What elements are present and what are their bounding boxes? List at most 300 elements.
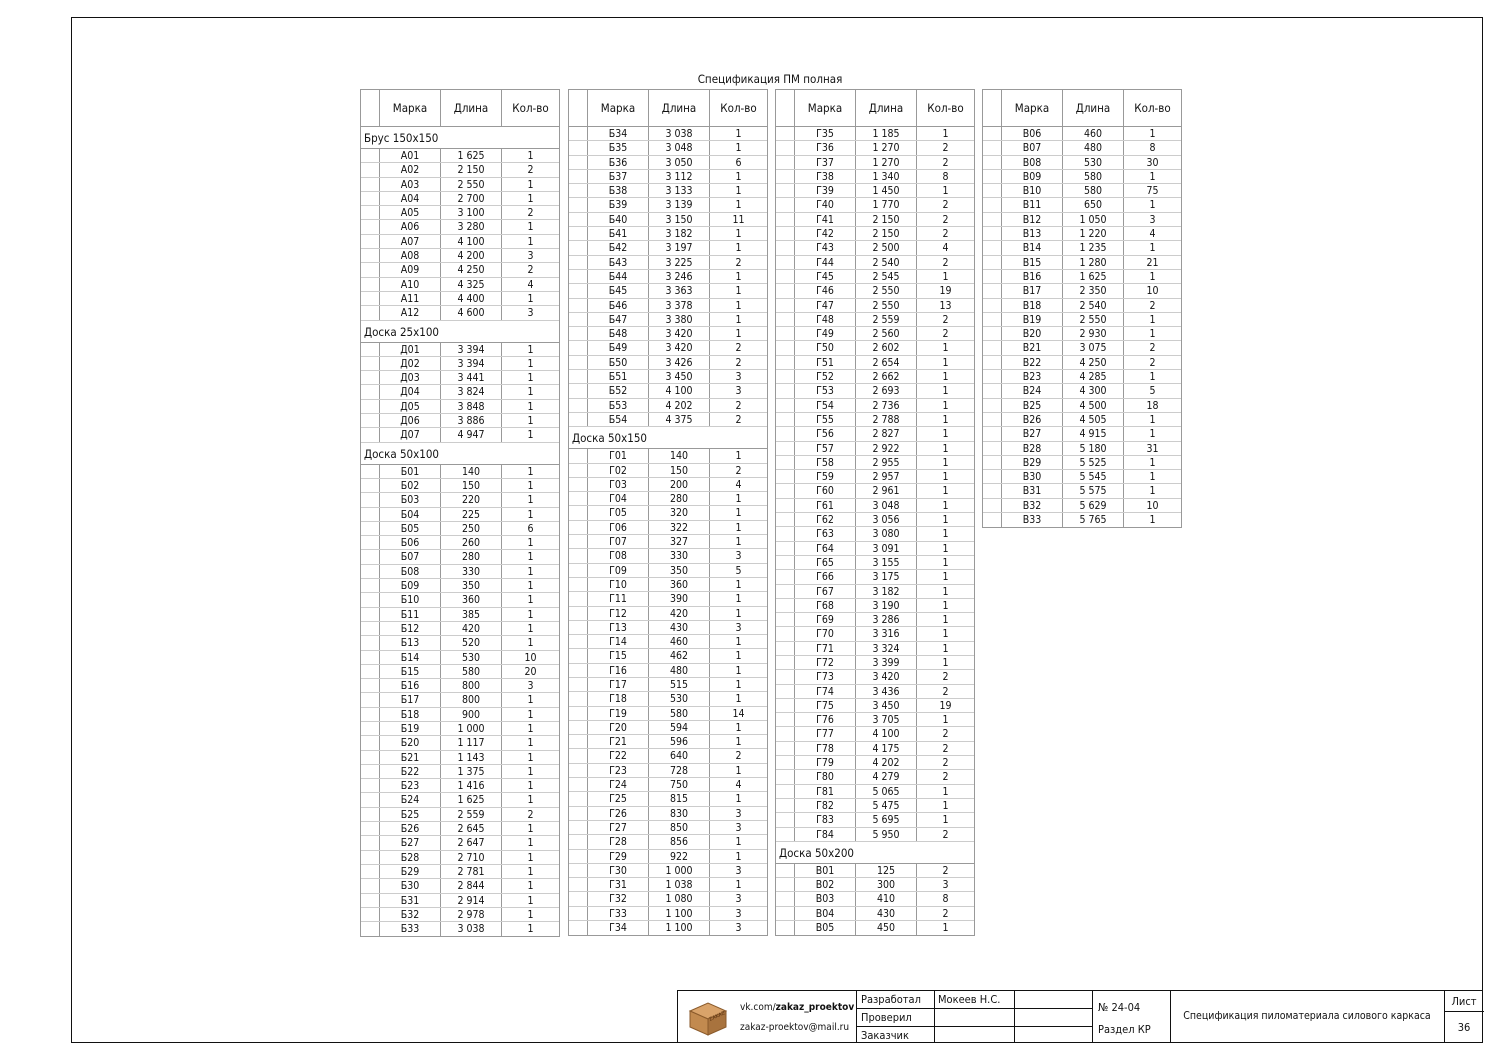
row-spacer bbox=[776, 907, 795, 920]
cell-qty: 1 bbox=[527, 508, 534, 521]
cell-qty: 1 bbox=[735, 285, 742, 298]
spec-column-2 bbox=[568, 89, 768, 936]
row-spacer bbox=[569, 649, 588, 662]
row-spacer bbox=[569, 313, 588, 326]
table-row bbox=[361, 465, 559, 479]
table-row bbox=[361, 292, 559, 306]
table-row bbox=[776, 299, 974, 313]
cell-length: 4 300 bbox=[1063, 384, 1124, 397]
cell-mark: Б29 bbox=[380, 865, 441, 878]
row-spacer bbox=[776, 313, 795, 326]
cell-mark: Г79 bbox=[795, 756, 856, 769]
table-row bbox=[983, 270, 1181, 284]
cell-mark: Г84 bbox=[795, 828, 856, 841]
table-row bbox=[569, 564, 767, 578]
cell-qty: 1 bbox=[942, 471, 949, 484]
cell-qty: 75 bbox=[1146, 185, 1159, 198]
row-spacer bbox=[361, 306, 380, 319]
table-row bbox=[776, 713, 974, 727]
cell-mark: В31 bbox=[1002, 484, 1063, 497]
table-row bbox=[776, 341, 974, 355]
cell-qty: 1 bbox=[942, 714, 949, 727]
cell-length: 3 420 bbox=[856, 670, 917, 683]
cell-qty: 2 bbox=[527, 264, 534, 277]
table-row bbox=[361, 908, 559, 922]
cell-mark: Б05 bbox=[380, 522, 441, 535]
cell-mark: Г09 bbox=[588, 564, 649, 577]
table-row bbox=[361, 922, 559, 936]
table-row bbox=[983, 427, 1181, 441]
cell-length: 4 100 bbox=[856, 727, 917, 740]
cell-length: 3 048 bbox=[649, 141, 710, 154]
row-spacer bbox=[776, 456, 795, 469]
cell-qty: 1 bbox=[527, 865, 534, 878]
row-spacer bbox=[776, 299, 795, 312]
cell-mark: В30 bbox=[1002, 470, 1063, 483]
table-row bbox=[776, 799, 974, 813]
cell-length: 3 197 bbox=[649, 241, 710, 254]
cell-length: 530 bbox=[441, 651, 502, 664]
cell-mark: Г29 bbox=[588, 850, 649, 863]
cell-length: 3 436 bbox=[856, 685, 917, 698]
cell-mark: Г27 bbox=[588, 821, 649, 834]
cell-mark: Б27 bbox=[380, 836, 441, 849]
row-spacer bbox=[776, 427, 795, 440]
table-row bbox=[361, 192, 559, 206]
row-spacer bbox=[983, 513, 1002, 527]
table-row bbox=[569, 384, 767, 398]
row-spacer bbox=[569, 284, 588, 297]
cell-qty: 1 bbox=[942, 128, 949, 140]
table-row bbox=[983, 341, 1181, 355]
cell-qty: 1 bbox=[735, 199, 742, 212]
table-row bbox=[569, 227, 767, 241]
cell-length: 385 bbox=[441, 608, 502, 621]
row-spacer bbox=[776, 499, 795, 512]
row-spacer bbox=[569, 413, 588, 426]
table-row bbox=[361, 414, 559, 428]
table-row bbox=[569, 492, 767, 506]
cell-length: 330 bbox=[649, 549, 710, 562]
table-row bbox=[569, 707, 767, 721]
row-spacer bbox=[361, 235, 380, 248]
cell-length: 360 bbox=[441, 593, 502, 606]
group-heading: Доска 50х150 bbox=[569, 427, 767, 449]
table-row bbox=[569, 521, 767, 535]
table-row bbox=[776, 685, 974, 699]
cell-qty: 1 bbox=[735, 793, 742, 806]
cell-length: 3 175 bbox=[856, 570, 917, 583]
table-row bbox=[776, 184, 974, 198]
cell-length: 2 647 bbox=[441, 836, 502, 849]
table-row bbox=[776, 921, 974, 935]
cell-qty: 1 bbox=[735, 678, 742, 691]
row-spacer bbox=[569, 607, 588, 620]
cell-length: 2 560 bbox=[856, 327, 917, 340]
cell-qty: 1 bbox=[527, 551, 534, 564]
cell-length: 3 378 bbox=[649, 299, 710, 312]
cell-length: 5 765 bbox=[1063, 513, 1124, 527]
table-row bbox=[361, 722, 559, 736]
cell-mark: Д04 bbox=[380, 385, 441, 398]
cell-qty: 1 bbox=[1149, 328, 1156, 341]
row-spacer bbox=[361, 608, 380, 621]
table-row bbox=[983, 127, 1181, 141]
table-row bbox=[361, 622, 559, 636]
header-length: Длина bbox=[1063, 90, 1124, 126]
cell-length: 390 bbox=[649, 592, 710, 605]
cell-mark: Г64 bbox=[795, 542, 856, 555]
cell-length: 2 150 bbox=[441, 163, 502, 176]
cell-qty: 1 bbox=[1149, 313, 1156, 326]
cell-qty: 1 bbox=[1149, 242, 1156, 255]
cell-qty: 1 bbox=[527, 751, 534, 764]
cell-mark: Б07 bbox=[380, 550, 441, 563]
row-spacer bbox=[569, 749, 588, 762]
cell-mark: Г14 bbox=[588, 635, 649, 648]
cell-length: 430 bbox=[649, 621, 710, 634]
cell-length: 2 550 bbox=[1063, 313, 1124, 326]
cell-mark: Б28 bbox=[380, 851, 441, 864]
cell-length: 2 550 bbox=[856, 284, 917, 297]
cell-mark: Б53 bbox=[588, 399, 649, 412]
table-row bbox=[361, 836, 559, 850]
table-row bbox=[361, 865, 559, 879]
table-row bbox=[983, 327, 1181, 341]
cell-qty: 3 bbox=[735, 893, 742, 906]
table-row bbox=[776, 384, 974, 398]
cell-qty: 2 bbox=[942, 228, 949, 241]
table-row bbox=[569, 692, 767, 706]
table-row bbox=[569, 213, 767, 227]
cell-mark: А07 bbox=[380, 235, 441, 248]
table-row bbox=[569, 792, 767, 806]
cell-mark: Г24 bbox=[588, 778, 649, 791]
table-header bbox=[361, 90, 559, 127]
cell-qty: 5 bbox=[1149, 385, 1156, 398]
cell-qty: 1 bbox=[735, 270, 742, 283]
cell-length: 515 bbox=[649, 678, 710, 691]
table-row bbox=[361, 428, 559, 442]
cell-length: 3 286 bbox=[856, 613, 917, 626]
row-spacer bbox=[569, 592, 588, 605]
row-spacer bbox=[983, 184, 1002, 197]
cell-length: 330 bbox=[441, 565, 502, 578]
row-spacer bbox=[776, 227, 795, 240]
row-spacer bbox=[983, 141, 1002, 154]
row-spacer bbox=[983, 413, 1002, 426]
row-spacer bbox=[983, 241, 1002, 254]
row-spacer bbox=[983, 256, 1002, 269]
table-row bbox=[569, 399, 767, 413]
cell-length: 2 710 bbox=[441, 851, 502, 864]
cell-length: 4 400 bbox=[441, 292, 502, 305]
table-row bbox=[776, 542, 974, 556]
table-row bbox=[569, 370, 767, 384]
cell-mark: В22 bbox=[1002, 356, 1063, 369]
table-row bbox=[361, 400, 559, 414]
row-spacer bbox=[569, 213, 588, 226]
cell-mark: Г30 bbox=[588, 864, 649, 877]
row-spacer bbox=[361, 536, 380, 549]
table-row bbox=[776, 756, 974, 770]
cell-qty: 1 bbox=[735, 299, 742, 312]
cell-mark: Б32 bbox=[380, 908, 441, 921]
cell-qty: 3 bbox=[735, 385, 742, 398]
cell-mark: Г44 bbox=[795, 256, 856, 269]
row-spacer bbox=[776, 527, 795, 540]
header-length: Длина bbox=[856, 90, 917, 126]
cell-length: 3 324 bbox=[856, 642, 917, 655]
cell-length: 2 550 bbox=[856, 299, 917, 312]
header-qty: Кол-во bbox=[720, 101, 757, 115]
cell-mark: Г31 bbox=[588, 878, 649, 891]
row-spacer bbox=[776, 542, 795, 555]
cell-qty: 1 bbox=[735, 493, 742, 506]
cell-length: 5 525 bbox=[1063, 456, 1124, 469]
table-row bbox=[361, 608, 559, 622]
cell-length: 450 bbox=[856, 921, 917, 935]
table-row bbox=[983, 141, 1181, 155]
cell-length: 327 bbox=[649, 535, 710, 548]
cell-length: 3 038 bbox=[649, 127, 710, 140]
row-spacer bbox=[983, 384, 1002, 397]
cell-mark: Б45 bbox=[588, 284, 649, 297]
cell-mark: Г67 bbox=[795, 585, 856, 598]
cell-qty: 2 bbox=[527, 207, 534, 220]
cell-mark: Г35 bbox=[795, 127, 856, 140]
cell-mark: Б39 bbox=[588, 198, 649, 211]
cell-qty: 1 bbox=[527, 400, 534, 413]
cell-mark: Г59 bbox=[795, 470, 856, 483]
cell-mark: Д03 bbox=[380, 371, 441, 384]
cell-length: 5 950 bbox=[856, 828, 917, 841]
cell-mark: Б30 bbox=[380, 879, 441, 892]
row-spacer bbox=[569, 778, 588, 791]
cell-length: 5 475 bbox=[856, 799, 917, 812]
cell-length: 2 693 bbox=[856, 384, 917, 397]
cell-length: 3 450 bbox=[856, 699, 917, 712]
cell-mark: Г58 bbox=[795, 456, 856, 469]
cell-length: 4 500 bbox=[1063, 399, 1124, 412]
table-row bbox=[569, 356, 767, 370]
header-qty: Кол-во bbox=[927, 101, 964, 115]
table-row bbox=[776, 427, 974, 441]
row-spacer bbox=[361, 808, 380, 821]
table-row bbox=[776, 470, 974, 484]
cell-length: 3 848 bbox=[441, 400, 502, 413]
cell-qty: 1 bbox=[527, 923, 534, 936]
table-row bbox=[569, 635, 767, 649]
cell-length: 3 420 bbox=[649, 341, 710, 354]
cell-mark: А08 bbox=[380, 249, 441, 262]
cell-length: 1 625 bbox=[441, 793, 502, 806]
cell-length: 360 bbox=[649, 578, 710, 591]
table-row bbox=[569, 141, 767, 155]
cell-mark: Д06 bbox=[380, 414, 441, 427]
cell-qty: 1 bbox=[942, 628, 949, 641]
cell-qty: 3 bbox=[1149, 213, 1156, 226]
cell-qty: 2 bbox=[942, 907, 949, 920]
cell-length: 4 600 bbox=[441, 306, 502, 319]
table-row bbox=[569, 749, 767, 763]
cell-qty: 1 bbox=[527, 357, 534, 370]
cell-qty: 30 bbox=[1146, 156, 1159, 169]
site-link[interactable]: vk.com/zakaz_proektov bbox=[740, 1002, 855, 1013]
cell-qty: 1 bbox=[1149, 428, 1156, 441]
cell-qty: 1 bbox=[942, 356, 949, 369]
cell-length: 3 450 bbox=[649, 370, 710, 383]
cell-qty: 6 bbox=[527, 522, 534, 535]
cell-mark: В11 bbox=[1002, 198, 1063, 211]
cell-qty: 1 bbox=[735, 578, 742, 591]
cell-qty: 1 bbox=[735, 607, 742, 620]
cell-mark: Г21 bbox=[588, 735, 649, 748]
table-row bbox=[983, 370, 1181, 384]
cell-mark: А09 bbox=[380, 263, 441, 276]
cell-qty: 1 bbox=[527, 894, 534, 907]
row-spacer bbox=[569, 449, 588, 462]
cell-mark: Г51 bbox=[795, 356, 856, 369]
cell-mark: Г23 bbox=[588, 764, 649, 777]
table-row bbox=[361, 808, 559, 822]
table-row bbox=[776, 599, 974, 613]
cell-length: 4 915 bbox=[1063, 427, 1124, 440]
row-spacer bbox=[776, 642, 795, 655]
cell-length: 1 340 bbox=[856, 170, 917, 183]
table-row bbox=[776, 699, 974, 713]
cell-mark: Б06 bbox=[380, 536, 441, 549]
row-spacer bbox=[569, 270, 588, 283]
spec-column-4 bbox=[982, 89, 1182, 528]
table-row bbox=[569, 621, 767, 635]
cell-mark: Г74 bbox=[795, 685, 856, 698]
cell-length: 2 914 bbox=[441, 894, 502, 907]
table-row bbox=[361, 278, 559, 292]
cell-mark: Г10 bbox=[588, 578, 649, 591]
cell-mark: В15 bbox=[1002, 256, 1063, 269]
cell-mark: Г53 bbox=[795, 384, 856, 397]
row-spacer bbox=[983, 484, 1002, 497]
cell-mark: Б08 bbox=[380, 565, 441, 578]
cell-length: 580 bbox=[1063, 184, 1124, 197]
row-spacer bbox=[361, 622, 380, 635]
row-spacer bbox=[569, 921, 588, 935]
cell-length: 640 bbox=[649, 749, 710, 762]
header-mark: Марка bbox=[380, 90, 441, 126]
project-number: № 24-04 bbox=[1098, 1001, 1141, 1014]
cell-length: 2 550 bbox=[441, 178, 502, 191]
row-spacer bbox=[361, 922, 380, 936]
cell-length: 322 bbox=[649, 521, 710, 534]
cell-length: 1 450 bbox=[856, 184, 917, 197]
cell-mark: В24 bbox=[1002, 384, 1063, 397]
cell-mark: В17 bbox=[1002, 284, 1063, 297]
cell-qty: 2 bbox=[942, 256, 949, 269]
cell-qty: 1 bbox=[527, 386, 534, 399]
cell-qty: 1 bbox=[942, 270, 949, 283]
table-row bbox=[983, 170, 1181, 184]
cell-mark: В26 bbox=[1002, 413, 1063, 426]
table-row bbox=[776, 627, 974, 641]
row-spacer bbox=[569, 835, 588, 848]
table-row bbox=[983, 356, 1181, 370]
cell-mark: А01 bbox=[380, 149, 441, 162]
table-row bbox=[983, 198, 1181, 212]
cell-length: 1 000 bbox=[649, 864, 710, 877]
table-row bbox=[361, 371, 559, 385]
cell-length: 1 625 bbox=[441, 149, 502, 162]
cell-qty: 3 bbox=[735, 807, 742, 820]
table-row bbox=[569, 721, 767, 735]
row-spacer bbox=[361, 693, 380, 706]
row-spacer bbox=[776, 284, 795, 297]
cell-mark: В33 bbox=[1002, 513, 1063, 527]
table-row bbox=[776, 570, 974, 584]
cell-mark: Б47 bbox=[588, 313, 649, 326]
header-mark: Марка bbox=[795, 90, 856, 126]
cell-mark: Г28 bbox=[588, 835, 649, 848]
header-qty: Кол-во bbox=[1134, 101, 1171, 115]
cell-mark: В27 bbox=[1002, 427, 1063, 440]
table-row bbox=[569, 850, 767, 864]
cell-qty: 1 bbox=[527, 465, 534, 478]
table-row bbox=[569, 170, 767, 184]
cell-length: 3 420 bbox=[649, 327, 710, 340]
row-spacer bbox=[983, 227, 1002, 240]
table-row bbox=[776, 785, 974, 799]
cell-mark: А02 bbox=[380, 163, 441, 176]
row-spacer bbox=[776, 213, 795, 226]
cell-qty: 4 bbox=[1149, 228, 1156, 241]
row-spacer bbox=[361, 479, 380, 492]
cell-qty: 1 bbox=[942, 656, 949, 669]
cell-length: 2 961 bbox=[856, 484, 917, 497]
cell-mark: Б40 bbox=[588, 213, 649, 226]
table-row bbox=[361, 357, 559, 371]
cell-qty: 2 bbox=[942, 313, 949, 326]
cell-qty: 1 bbox=[527, 594, 534, 607]
cell-qty: 2 bbox=[735, 399, 742, 412]
table-row bbox=[569, 649, 767, 663]
row-spacer bbox=[361, 851, 380, 864]
cell-qty: 1 bbox=[942, 571, 949, 584]
cell-qty: 1 bbox=[942, 614, 949, 627]
table-row bbox=[983, 313, 1181, 327]
cell-qty: 1 bbox=[527, 780, 534, 793]
cell-mark: Г73 bbox=[795, 670, 856, 683]
cell-mark: Б13 bbox=[380, 636, 441, 649]
table-row bbox=[569, 313, 767, 327]
row-spacer bbox=[569, 621, 588, 634]
cell-qty: 1 bbox=[527, 580, 534, 593]
row-spacer bbox=[983, 156, 1002, 169]
cell-length: 2 559 bbox=[856, 313, 917, 326]
table-row bbox=[361, 149, 559, 163]
cell-length: 2 500 bbox=[856, 241, 917, 254]
table-row bbox=[361, 493, 559, 507]
email-link[interactable]: zakaz-proektov@mail.ru bbox=[740, 1022, 850, 1033]
table-row bbox=[776, 127, 974, 141]
table-row bbox=[983, 384, 1181, 398]
row-spacer bbox=[361, 579, 380, 592]
cell-mark: Г47 bbox=[795, 299, 856, 312]
cell-length: 1 080 bbox=[649, 892, 710, 905]
cell-length: 1 143 bbox=[441, 751, 502, 764]
cell-length: 2 957 bbox=[856, 470, 917, 483]
table-row bbox=[361, 220, 559, 234]
row-spacer bbox=[776, 727, 795, 740]
